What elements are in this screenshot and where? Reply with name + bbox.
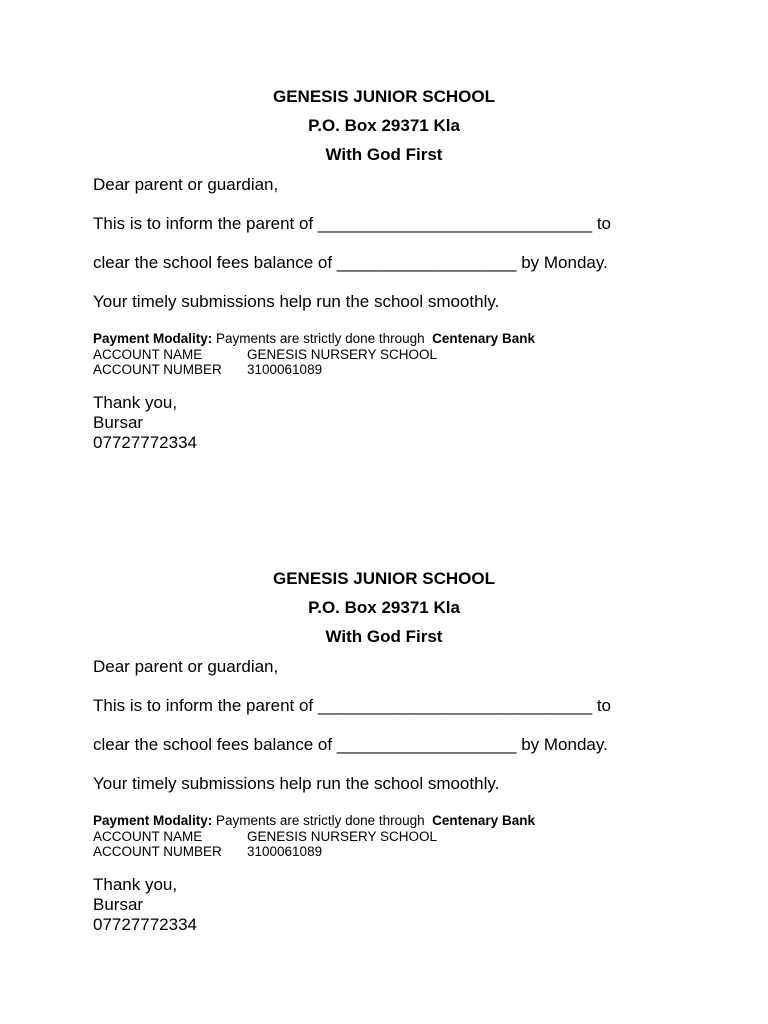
account-number-label: ACCOUNT NUMBER	[93, 362, 222, 377]
bank-name: Centenary Bank	[432, 331, 535, 346]
student-name-blank: _____________________________	[317, 214, 593, 233]
inform-prefix: This is to inform the parent of	[93, 214, 314, 233]
balance-suffix: by Monday.	[521, 735, 608, 754]
fee-reminder-letter	[0, 0, 768, 452]
closing-thanks: Thank you,	[93, 393, 178, 412]
account-name-value: GENESIS NURSERY SCHOOL	[247, 828, 438, 844]
account-name-value: GENESIS NURSERY SCHOOL	[247, 346, 438, 362]
closing-block	[93, 393, 197, 453]
po-box: P.O. Box 29371 Kla	[308, 598, 460, 617]
school-motto: With God First	[325, 627, 443, 646]
payment-details	[93, 331, 535, 378]
account-name-row	[93, 347, 535, 363]
balance-line	[93, 253, 608, 273]
inform-line	[93, 696, 611, 716]
greeting: Dear parent or guardian,	[93, 175, 279, 194]
payment-modality-row	[93, 331, 535, 347]
balance-suffix: by Monday.	[521, 253, 608, 272]
closing-signatory: Bursar	[93, 413, 144, 432]
payment-modality-text: Payments are strictly done through	[216, 331, 425, 346]
account-number-label: ACCOUNT NUMBER	[93, 844, 222, 859]
fee-reminder-letter	[0, 482, 768, 934]
account-name-label: ACCOUNT NAME	[93, 346, 203, 362]
inform-suffix: to	[596, 214, 611, 233]
account-number-row	[93, 844, 535, 860]
student-name-blank: _____________________________	[317, 696, 593, 715]
payment-modality-row	[93, 813, 535, 829]
timely-note: Your timely submissions help run the school smoothly.	[93, 774, 500, 793]
closing-phone: 07727772334	[93, 915, 198, 934]
closing-phone: 07727772334	[93, 433, 198, 452]
account-name-row	[93, 829, 535, 845]
balance-line	[93, 735, 608, 755]
greeting: Dear parent or guardian,	[93, 657, 279, 676]
bank-name: Centenary Bank	[432, 813, 535, 828]
inform-suffix: to	[596, 696, 611, 715]
balance-prefix: clear the school fees balance of	[93, 735, 333, 754]
balance-amount-blank: ___________________	[336, 253, 517, 272]
account-number-row	[93, 362, 535, 378]
inform-prefix: This is to inform the parent of	[93, 696, 314, 715]
payment-modality-label: Payment Modality:	[93, 813, 213, 828]
payment-details	[93, 813, 535, 860]
inform-line	[93, 214, 611, 234]
school-motto: With God First	[325, 145, 443, 164]
payment-modality-label: Payment Modality:	[93, 331, 213, 346]
closing-signatory: Bursar	[93, 895, 144, 914]
account-number-value: 3100061089	[247, 844, 323, 859]
payment-modality-text: Payments are strictly done through	[216, 813, 425, 828]
school-name: GENESIS JUNIOR SCHOOL	[273, 87, 495, 106]
balance-prefix: clear the school fees balance of	[93, 253, 333, 272]
balance-amount-blank: ___________________	[336, 735, 517, 754]
account-number-value: 3100061089	[247, 362, 323, 377]
closing-thanks: Thank you,	[93, 875, 178, 894]
timely-note: Your timely submissions help run the school smoothly.	[93, 292, 500, 311]
school-name: GENESIS JUNIOR SCHOOL	[273, 569, 495, 588]
closing-block	[93, 875, 197, 935]
account-name-label: ACCOUNT NAME	[93, 828, 203, 844]
po-box: P.O. Box 29371 Kla	[308, 116, 460, 135]
